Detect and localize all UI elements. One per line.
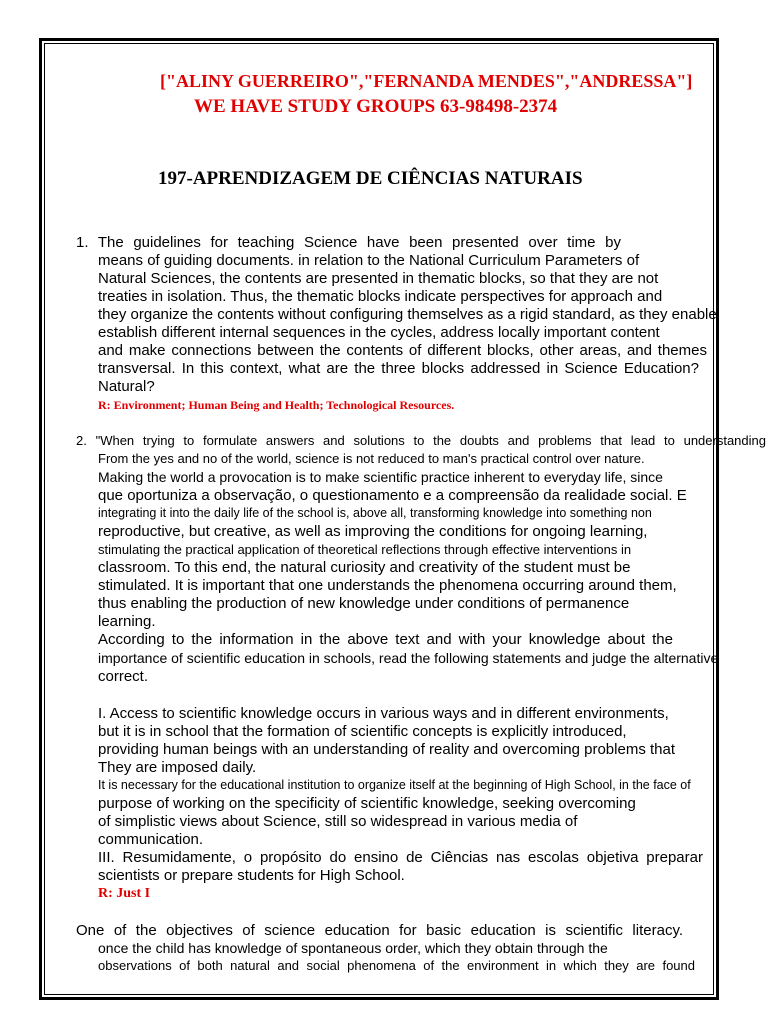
page-title: 197-APRENDIZAGEM DE CIÊNCIAS NATURAIS	[158, 168, 583, 189]
q1-line: and make connections between the contents of different blocks, other areas, and themes	[98, 342, 707, 359]
q2-statement: I. Access to scientific knowledge occurs in various ways and in different environments,	[98, 705, 669, 722]
q2-line: importance of scientific education in schools, read the following statements and judge the alternative	[98, 650, 719, 666]
q2-line: classroom. To this end, the natural curiosity and creativity of the student must be	[98, 559, 631, 576]
q2-line: thus enabling the production of new knowledge under conditions of permanence	[98, 595, 630, 612]
q2-line: From the yes and no of the world, science is not reduced to man's practical control over nature.	[98, 451, 645, 466]
q2-line: learning.	[98, 613, 156, 630]
q1-line: transversal. In this context, what are the three blocks addressed in Science Education?	[98, 360, 699, 377]
q3-line: One of the objectives of science education for basic education is scientific literacy.	[76, 922, 683, 939]
q2-line: reproductive, but creative, as well as improving the conditions for ongoing learning,	[98, 523, 648, 540]
q2-line: integrating it into the daily life of the school is, above all, transforming knowledge into something non	[98, 506, 652, 520]
q1-line: Natural Sciences, the contents are presented in thematic blocks, so that they are not	[98, 270, 659, 287]
q2-line: According to the information in the above text and with your knowledge about the	[98, 631, 673, 648]
q1-answer: R: Environment; Human Being and Health; Technological Resources.	[98, 398, 455, 412]
q2-line: que oportuniza a observação, o questionamento e a compreensão da realidade social. E	[98, 487, 687, 504]
q2-statement: communication.	[98, 831, 204, 848]
q2-line: stimulating the practical application of theoretical reflections through effective interventions in	[98, 542, 632, 557]
q2-statement: They are imposed daily.	[98, 759, 257, 776]
q3-line: once the child has knowledge of spontaneous order, which they obtain through the	[98, 940, 608, 956]
q2-answer: R: Just I	[98, 886, 151, 901]
authors-heading: ["ALINY GUERREIRO","FERNANDA MENDES","ANDRESSA"]	[160, 71, 693, 91]
study-groups-heading: WE HAVE STUDY GROUPS 63-98498-2374	[194, 96, 558, 117]
q1-line: means of guiding documents. in relation to the National Curriculum Parameters of	[98, 252, 640, 269]
q2-statement: It is necessary for the educational institution to organize itself at the beginning of High School, in the face of	[98, 778, 691, 792]
q2-statement: providing human beings with an understanding of reality and overcoming problems that	[98, 741, 676, 758]
q1-line: Natural?	[98, 378, 155, 395]
q3-line: observations of both natural and social phenomena of the environment in which they are found	[98, 958, 695, 973]
q2-statement: III. Resumidamente, o propósito do ensino de Ciências nas escolas objetiva preparar	[98, 849, 703, 866]
q2-statement: of simplistic views about Science, still so widespread in various media of	[98, 813, 578, 830]
q2-line: stimulated. It is important that one understands the phenomena occurring around them,	[98, 577, 677, 594]
q1-line: 1. The guidelines for teaching Science have been presented over time by	[76, 234, 621, 251]
q2-line: 2. "When trying to formulate answers and solutions to the doubts and problems that lead to understanding	[76, 433, 766, 448]
q2-line: correct.	[98, 668, 149, 685]
q2-statement: but it is in school that the formation of scientific concepts is explicitly introduced,	[98, 723, 627, 740]
q2-statement: scientists or prepare students for High School.	[98, 867, 405, 884]
q1-line: establish different internal sequences in the cycles, address locally important content	[98, 324, 660, 341]
q2-line: Making the world a provocation is to make scientific practice inherent to everyday life, since	[98, 469, 663, 485]
q2-statement: purpose of working on the specificity of scientific knowledge, seeking overcoming	[98, 795, 636, 812]
q1-line: they organize the contents without configuring themselves as a rigid standard, as they enable	[98, 306, 717, 323]
q1-line: treaties in isolation. Thus, the thematic blocks indicate perspectives for approach and	[98, 288, 663, 305]
